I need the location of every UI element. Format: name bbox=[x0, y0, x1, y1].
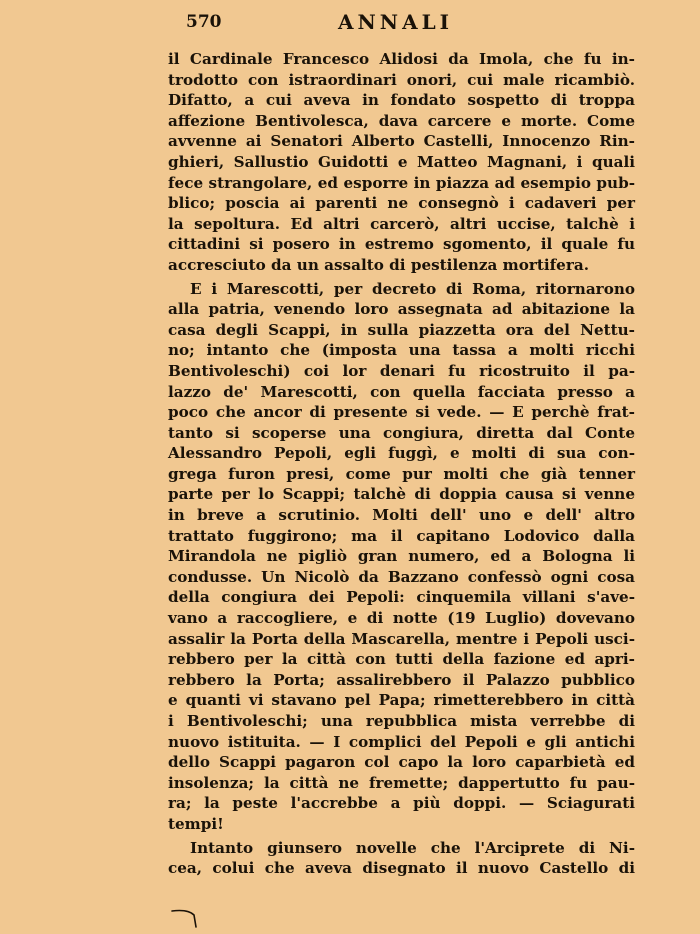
running-head: ANNALI bbox=[338, 10, 454, 34]
text-line: Mirandola ne pigliò gran numero, ed a Bologna li bbox=[168, 547, 635, 566]
text-line: tempi! bbox=[168, 814, 224, 833]
text-line: della congiura dei Pepoli: cinquemila villani s'ave- bbox=[168, 588, 635, 607]
text-line: avvenne ai Senatori Alberto Castelli, Innocenzo Rin- bbox=[168, 132, 635, 151]
text-line: vano a raccogliere, e di notte (19 Luglio) dovevano bbox=[168, 609, 635, 628]
text-line: trattato fuggirono; ma il capitano Lodovico dalla bbox=[168, 526, 635, 545]
text-line: poco che ancor di presente si vede. — E perchè frat- bbox=[168, 403, 635, 422]
text-line: affezione Bentivolesca, dava carcere e morte. Come bbox=[168, 111, 635, 130]
text-line: casa degli Scappi, in sulla piazzetta ora del Nettu- bbox=[168, 320, 635, 339]
text-line: Alessandro Pepoli, egli fuggì, e molti di sua con- bbox=[168, 444, 635, 463]
text-line: dello Scappi pagaron col capo la loro caparbietà ed bbox=[168, 753, 635, 772]
text-line: cea, colui che aveva disegnato il nuovo Castello di bbox=[168, 859, 635, 878]
text-line: la sepoltura. Ed altri carcerò, altri uccise, talchè i bbox=[168, 214, 635, 233]
text-line: grega furon presi, come pur molti che già tenner bbox=[168, 464, 635, 483]
text-line: ra; la peste l'accrebbe a più doppi. — Sciagurati bbox=[168, 794, 635, 813]
page-number: 570 bbox=[186, 12, 222, 32]
text-line: Difatto, a cui aveva in fondato sospetto di troppa bbox=[168, 91, 635, 110]
text-line: blico; poscia ai parenti ne consegnò i cadaveri per bbox=[168, 194, 635, 213]
text-line: trodotto con istraordinari onori, cui male ricambiò. bbox=[168, 70, 635, 89]
text-line: ghieri, Sallustio Guidotti e Matteo Magnani, i quali bbox=[168, 152, 635, 171]
text-line: alla patria, venendo loro assegnata ad abitazione la bbox=[168, 300, 635, 319]
text-line: in breve a scrutinio. Molti dell' uno e dell' altro bbox=[168, 506, 635, 525]
signature-mark bbox=[170, 905, 202, 929]
text-line: rebbero per la città con tutti della fazione ed apri- bbox=[168, 650, 635, 669]
text-line: nuovo istituita. — I complici del Pepoli e gli antichi bbox=[168, 732, 635, 751]
text-line: condusse. Un Nicolò da Bazzano confessò ogni cosa bbox=[168, 567, 635, 586]
text-line: no; intanto che (imposta una tassa a molti ricchi bbox=[168, 341, 635, 360]
text-line: rebbero la Porta; assalirebbero il Palazzo pubblico bbox=[168, 670, 635, 689]
text-line: tanto si scoperse una congiura, diretta dal Conte bbox=[168, 423, 635, 442]
text-line: il Cardinale Francesco Alidosi da Imola, che fu in- bbox=[168, 50, 635, 68]
text-line: accresciuto da un assalto di pestilenza mortifera. bbox=[168, 255, 589, 274]
text-line: Intanto giunsero novelle che l'Arciprete di Ni- bbox=[190, 838, 635, 857]
text-line: fece strangolare, ed esporre in piazza ad esempio pub- bbox=[168, 173, 635, 192]
text-line: E i Marescotti, per decreto di Roma, ritornarono bbox=[190, 279, 635, 298]
text-line: e quanti vi stavano pel Papa; rimetterebbero in città bbox=[168, 691, 635, 710]
text-line: cittadini si posero in estremo sgomento, il quale fu bbox=[168, 235, 635, 254]
text-line: Bentivoleschi) coi lor denari fu ricostruito il pa- bbox=[168, 361, 635, 380]
text-line: assalir la Porta della Mascarella, mentre i Pepoli usci- bbox=[168, 629, 635, 648]
body-text bbox=[168, 49, 635, 879]
text-line: insolenza; la città ne fremette; dappertutto fu pau- bbox=[168, 773, 635, 792]
text-line: lazzo de' Marescotti, con quella facciata presso a bbox=[168, 382, 635, 401]
text-line: parte per lo Scappi; talchè di doppia causa si venne bbox=[168, 485, 635, 504]
text-line: i Bentivoleschi; una repubblica mista verrebbe di bbox=[168, 712, 635, 730]
